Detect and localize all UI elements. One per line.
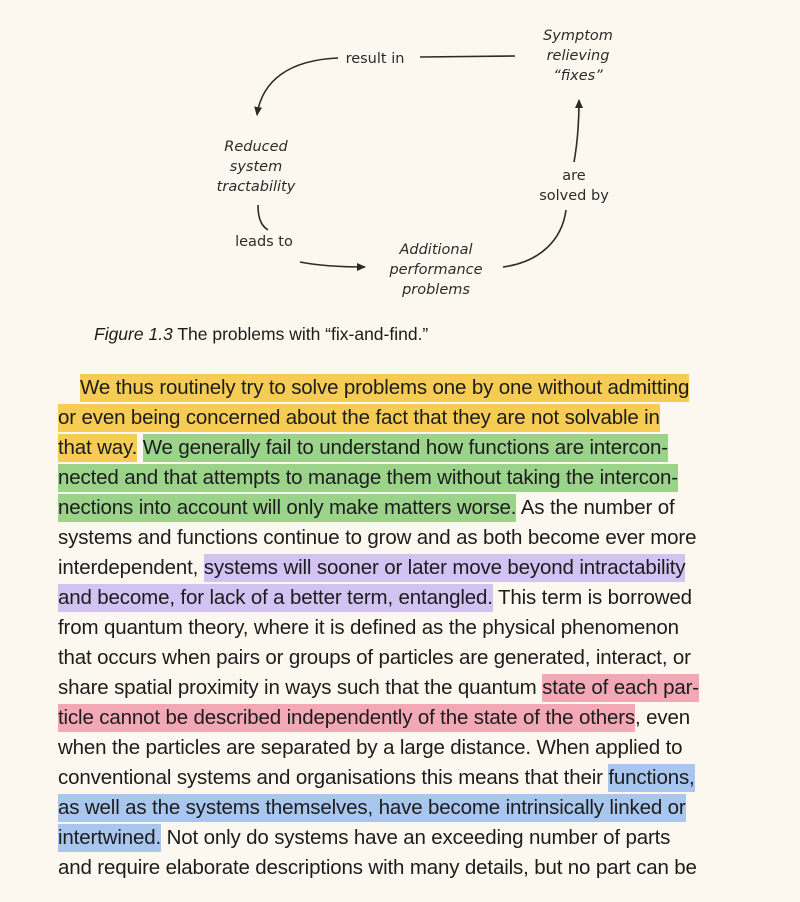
text-line <box>58 733 770 763</box>
text-line <box>58 763 770 793</box>
svg-text:performance: performance <box>389 262 483 278</box>
text-run: interdependent, <box>58 556 204 579</box>
highlight-yellow: that way. <box>58 434 137 462</box>
text-line <box>58 703 770 733</box>
text-run: that occurs when pairs or groups of particles are generated, interact, or <box>58 646 691 669</box>
text-line <box>58 403 770 433</box>
text-line <box>58 523 770 553</box>
label-leads-to: leads to <box>235 234 293 250</box>
text-line <box>58 553 770 583</box>
svg-text:Additional: Additional <box>399 242 473 258</box>
highlight-green: nected and that attempts to manage them without taking the intercon- <box>58 464 678 492</box>
text-line <box>58 673 770 703</box>
text-run <box>137 436 143 459</box>
text-run: systems and functions continue to grow and as both become ever more <box>58 526 697 549</box>
highlight-purple: and become, for lack of a better term, entangled. <box>58 584 493 612</box>
highlight-yellow: We thus routinely try to solve problems one by one without admitting <box>80 374 689 402</box>
text-run: from quantum theory, where it is defined as the physical phenomenon <box>58 616 679 639</box>
text-run: Not only do systems have an exceeding number of parts <box>161 826 671 849</box>
figure-caption-text: The problems with “fix-and-find.” <box>172 324 429 344</box>
node-reduced-system-tractability <box>217 139 296 195</box>
text-run: conventional systems and organisations this means that their <box>58 766 609 789</box>
svg-text:“fixes”: “fixes” <box>553 68 603 84</box>
text-line <box>58 433 770 463</box>
highlight-green: We generally fail to understand how functions are intercon- <box>143 434 668 462</box>
text-run: As the number of <box>516 496 675 519</box>
text-line <box>58 853 770 883</box>
highlight-purple: systems will sooner or later move beyond intractability <box>204 554 686 582</box>
text-line <box>58 493 770 523</box>
text-run: and require elaborate descriptions with many details, but no part can be <box>58 856 697 879</box>
highlight-blue: intertwined. <box>58 824 161 852</box>
highlight-blue: as well as the systems themselves, have become intrinsically linked or <box>58 794 686 822</box>
text-line <box>58 643 770 673</box>
text-line <box>58 613 770 643</box>
text-run: , even <box>635 706 690 729</box>
svg-text:Symptom: Symptom <box>543 28 613 44</box>
highlight-pink: ticle cannot be described independently of the state of the others <box>58 704 635 732</box>
label-result-in: result in <box>345 51 405 67</box>
svg-text:problems: problems <box>402 282 470 298</box>
svg-text:tractability: tractability <box>216 179 296 195</box>
highlight-blue: functions, <box>608 764 694 792</box>
text-run: This term is borrowed <box>492 586 692 609</box>
text-line <box>58 793 770 823</box>
text-line <box>58 583 770 613</box>
text-line <box>58 373 770 403</box>
figure-label: Figure 1.3 <box>94 324 173 344</box>
highlight-pink: state of each par- <box>542 674 699 702</box>
highlight-green: nections into account will only make matters worse. <box>58 494 516 522</box>
text-line <box>58 823 770 853</box>
highlight-yellow: or even being concerned about the fact that they are not solvable in <box>58 404 660 432</box>
label-are-solved-by <box>539 168 609 204</box>
svg-text:are: are <box>562 168 586 184</box>
node-additional-performance-problems <box>388 242 482 298</box>
body-paragraph <box>58 373 770 883</box>
figure-caption <box>94 324 428 345</box>
text-line <box>58 463 770 493</box>
text-run: share spatial proximity in ways such that the quantum <box>58 676 543 699</box>
svg-text:Reduced: Reduced <box>224 139 288 155</box>
node-symptom-relieving-fixes <box>543 28 613 84</box>
svg-text:system: system <box>229 159 283 175</box>
svg-text:relieving: relieving <box>546 48 610 64</box>
svg-text:solved by: solved by <box>539 188 609 204</box>
text-run: when the particles are separated by a large distance. When applied to <box>58 736 683 759</box>
fix-and-find-diagram <box>0 0 800 310</box>
